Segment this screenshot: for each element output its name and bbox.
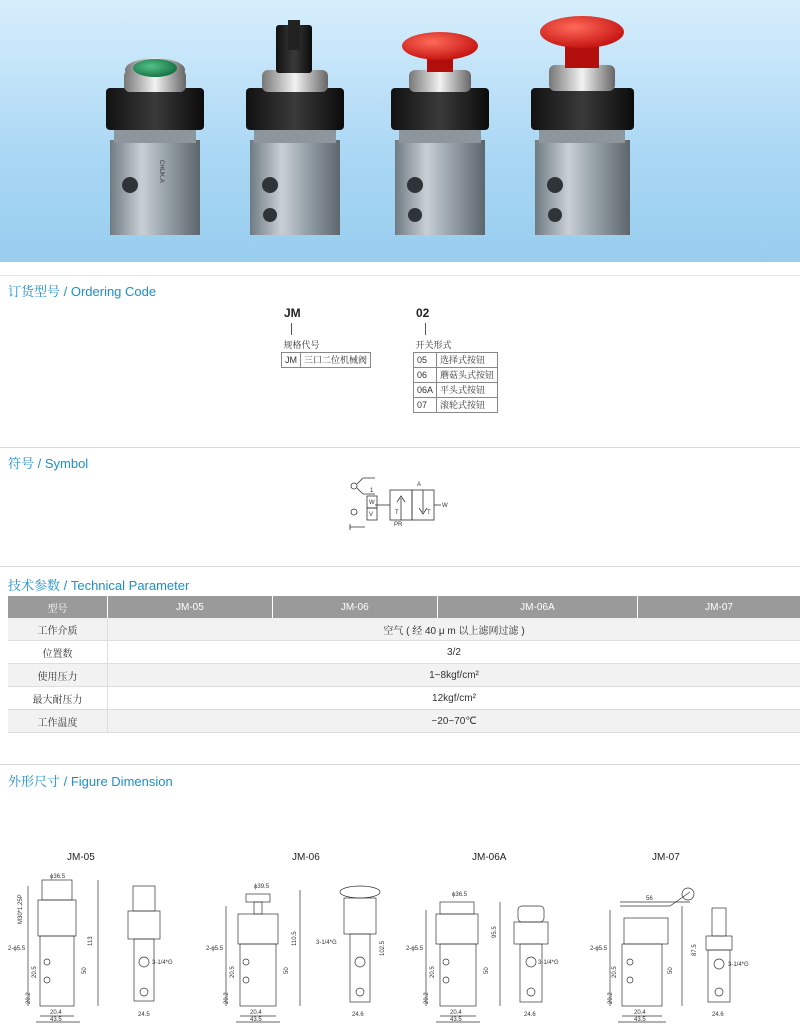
dim-text: 110.5 bbox=[292, 931, 298, 946]
symbol-label-1: 1 bbox=[370, 488, 374, 494]
table-row bbox=[8, 618, 800, 641]
row-value: 1~8kgf/cm² bbox=[108, 664, 800, 687]
table-row bbox=[414, 398, 498, 413]
column-header: 型号 bbox=[8, 596, 108, 618]
divider bbox=[0, 447, 800, 448]
row-label: 使用压力 bbox=[8, 664, 108, 687]
switch-code: 06A bbox=[414, 383, 437, 398]
dim-text: ϕ36.5 bbox=[50, 874, 66, 880]
row-value: 12kgf/cm² bbox=[108, 687, 800, 710]
switch-desc: 平头式按钮 bbox=[437, 383, 498, 398]
table-row bbox=[414, 368, 498, 383]
figure-label-jm06a: JM-06A bbox=[472, 852, 507, 863]
switch-code: 05 bbox=[414, 353, 437, 368]
port-label-pr: PR bbox=[394, 522, 403, 528]
dim-text: 56 bbox=[646, 896, 653, 902]
row-label: 最大耐压力 bbox=[8, 687, 108, 710]
svg-text:CHUK.A: CHUK.A bbox=[158, 160, 164, 183]
ordering-code-jm: JM bbox=[284, 306, 301, 320]
ordering-code-02: 02 bbox=[416, 306, 430, 320]
divider bbox=[0, 764, 800, 765]
dim-text: 43.5 bbox=[450, 1017, 462, 1023]
dim-text: 43.5 bbox=[50, 1017, 62, 1023]
figure-dimension-drawings bbox=[0, 866, 800, 1026]
switch-code: 06 bbox=[414, 368, 437, 383]
dim-text: 43.5 bbox=[634, 1017, 646, 1023]
symbol-label-w: W bbox=[369, 500, 375, 506]
port-label-w: W bbox=[442, 503, 448, 509]
port-label-t: T bbox=[395, 510, 399, 516]
valve-jm06 bbox=[531, 16, 634, 235]
table-header-row bbox=[8, 596, 800, 618]
dim-text: 24.6 bbox=[352, 1012, 364, 1018]
row-label: 工作介质 bbox=[8, 618, 108, 641]
column-header: JM-05 bbox=[108, 596, 273, 618]
row-value: −20~70℃ bbox=[108, 710, 800, 733]
figure-label-jm07: JM-07 bbox=[652, 852, 680, 863]
switch-type-title: 开关形式 bbox=[414, 338, 498, 353]
pneumatic-symbol-diagram bbox=[345, 468, 455, 534]
dim-text: 95.5 bbox=[492, 926, 498, 938]
table-row bbox=[414, 383, 498, 398]
symbol-label-v: V bbox=[369, 512, 374, 518]
row-label: 位置数 bbox=[8, 641, 108, 664]
dim-text: 87.5 bbox=[692, 944, 698, 956]
table-row bbox=[282, 353, 371, 368]
divider bbox=[0, 275, 800, 276]
divider bbox=[0, 566, 800, 567]
dim-text: 20.4 bbox=[450, 1010, 462, 1016]
dim-text: 2-ϕ5.5 bbox=[206, 946, 224, 952]
code-tick bbox=[425, 323, 426, 335]
figure-label-jm06: JM-06 bbox=[292, 852, 320, 863]
dim-text: 20.2 bbox=[26, 992, 32, 1004]
dim-text: 3-1/4*G bbox=[728, 962, 749, 968]
spec-code: JM bbox=[282, 353, 301, 368]
dim-text: 20.4 bbox=[250, 1010, 262, 1016]
row-label: 工作温度 bbox=[8, 710, 108, 733]
symbol-title: 符号 / Symbol bbox=[8, 456, 89, 471]
table-row bbox=[8, 687, 800, 710]
dim-text: 50 bbox=[668, 967, 674, 974]
dim-text: 2-ϕ5.5 bbox=[8, 946, 26, 952]
column-header: JM-06 bbox=[272, 596, 437, 618]
dim-text: 20.2 bbox=[608, 992, 614, 1004]
code-tick bbox=[291, 323, 292, 335]
valve-jm05a bbox=[106, 58, 204, 235]
dim-text: 3-1/4*G bbox=[538, 960, 559, 966]
switch-desc: 滚轮式按钮 bbox=[437, 398, 498, 413]
dim-text: 113 bbox=[88, 936, 94, 946]
dim-text: ϕ39.5 bbox=[254, 884, 270, 890]
dim-text: 50 bbox=[82, 967, 88, 974]
dim-text: 20.5 bbox=[430, 966, 436, 978]
table-row bbox=[8, 641, 800, 664]
dim-text: 3-1/4*G bbox=[316, 940, 337, 946]
spec-code-table bbox=[281, 338, 371, 368]
dim-text: 102.5 bbox=[380, 940, 386, 956]
dim-text: 20.5 bbox=[230, 966, 236, 978]
technical-parameter-table bbox=[8, 596, 800, 733]
dim-text: 24.5 bbox=[138, 1012, 150, 1018]
switch-desc: 选择式按钮 bbox=[437, 353, 498, 368]
dim-text: 20.4 bbox=[50, 1010, 62, 1016]
dim-text: 50 bbox=[484, 967, 490, 974]
dim-text: 20.2 bbox=[224, 992, 230, 1004]
dim-text: M30*1.25P bbox=[18, 894, 24, 924]
dim-text: 24.6 bbox=[712, 1012, 724, 1018]
figure-dimension-title: 外形尺寸 / Figure Dimension bbox=[8, 774, 173, 789]
switch-code: 07 bbox=[414, 398, 437, 413]
technical-parameter-title: 技术参数 / Technical Parameter bbox=[8, 578, 190, 593]
port-label-t: T bbox=[427, 510, 431, 516]
table-row bbox=[8, 710, 800, 733]
dim-text: 24.6 bbox=[524, 1012, 536, 1018]
table-row bbox=[414, 353, 498, 368]
product-photo bbox=[0, 0, 800, 262]
dim-text: 3-1/4*G bbox=[152, 960, 173, 966]
table-row bbox=[8, 664, 800, 687]
ordering-code-title: 订货型号 / Ordering Code bbox=[8, 284, 157, 299]
dim-text: 50 bbox=[284, 967, 290, 974]
dim-text: 2-ϕ5.5 bbox=[590, 946, 608, 952]
valve-jm05 bbox=[246, 20, 344, 235]
product-photo-banner bbox=[0, 0, 800, 262]
spec-code-title: 规格代号 bbox=[282, 338, 371, 353]
dim-text: 20.4 bbox=[634, 1010, 646, 1016]
dim-text: 20.2 bbox=[424, 992, 430, 1004]
column-header: JM-07 bbox=[638, 596, 800, 618]
dim-text: ϕ36.5 bbox=[452, 892, 468, 898]
switch-desc: 蘑菇头式按钮 bbox=[437, 368, 498, 383]
port-label-a: A bbox=[417, 482, 422, 488]
switch-type-table bbox=[413, 338, 498, 413]
dim-text: 20.5 bbox=[32, 966, 38, 978]
dim-text: 20.5 bbox=[612, 966, 618, 978]
dim-text: 43.5 bbox=[250, 1017, 262, 1023]
dim-text: 2-ϕ5.5 bbox=[406, 946, 424, 952]
spec-desc: 三口二位机械阀 bbox=[301, 353, 371, 368]
column-header: JM-06A bbox=[437, 596, 637, 618]
row-value: 空气 ( 经 40 μ m 以上滤网过滤 ) bbox=[108, 618, 800, 641]
valve-jm06l bbox=[391, 32, 489, 235]
row-value: 3/2 bbox=[108, 641, 800, 664]
figure-label-jm05: JM-05 bbox=[67, 852, 95, 863]
